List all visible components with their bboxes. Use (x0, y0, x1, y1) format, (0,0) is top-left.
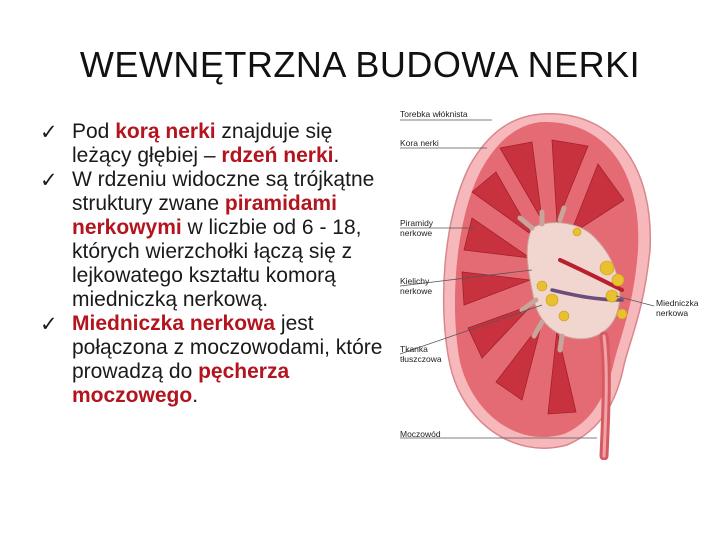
text-run: jest połączona z moczowodami, które prowadzą do (72, 312, 383, 383)
slide-title: WEWNĘTRZNA BUDOWA NERKI (79, 44, 641, 85)
highlight-term: piramidami nerkowymi (72, 192, 337, 239)
kidney-cross-section-figure (392, 100, 712, 460)
check-mark-icon: ✓ (40, 120, 58, 144)
highlight-term: rdzeń nerki (221, 144, 334, 167)
label-fat-tissue: Tkanka tłuszczowa (400, 344, 442, 364)
text-run: Pod (72, 120, 116, 143)
label-pelvis: Miedniczka nerkowa (656, 298, 699, 318)
text-run: W rdzeniu widoczne są trójkątne struktury zwane (72, 168, 375, 215)
bullet-text (72, 120, 339, 167)
text-run: znajduje się leżący głębiej – (72, 120, 333, 167)
label-cortex: Kora nerki (400, 138, 439, 148)
highlight-term: pęcherza moczowego (72, 360, 290, 407)
kidney-illustration (392, 100, 712, 460)
bullet-item-cortex (34, 120, 384, 168)
bullet-text (72, 312, 382, 407)
label-pyramids: Piramidy nerkowe (400, 218, 434, 238)
highlight-term: Miedniczka nerkowa (72, 312, 276, 335)
text-run: . (333, 144, 340, 167)
text-run: . (192, 384, 199, 407)
label-calyces: Kielichy nerkowe (400, 276, 433, 296)
label-capsule: Torebka włóknista (400, 109, 468, 119)
check-mark-icon: ✓ (40, 312, 58, 336)
highlight-term: korą nerki (115, 120, 216, 143)
bullet-item-pelvis (34, 312, 384, 408)
bullet-text (72, 168, 374, 311)
check-mark-icon: ✓ (40, 168, 58, 192)
bullet-list (34, 120, 384, 408)
bullet-item-pyramids (34, 168, 384, 312)
text-run: w liczbie od 6 - 18, których wierzchołki łączą się z lejkowatego kształtu komorą miedniczką nerkową. (72, 216, 362, 311)
label-ureter: Moczowód (400, 429, 441, 439)
